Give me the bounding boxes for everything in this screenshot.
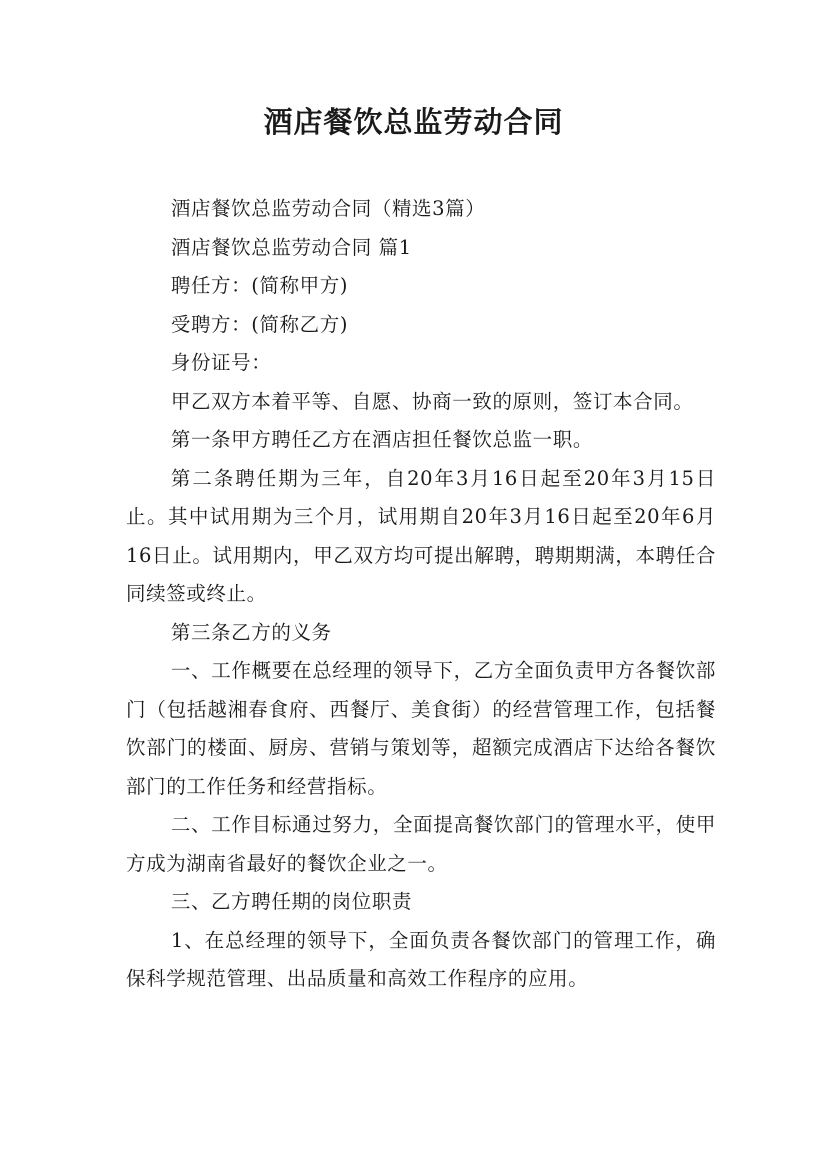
paragraph-article-3-heading: 第三条乙方的义务 — [170, 620, 332, 644]
paragraph-id-number: 身份证号： — [170, 351, 272, 374]
paragraph-principle: 甲乙双方本着平等、自愿、协商一致的原则，签订本合同。 — [170, 389, 694, 413]
document-body — [126, 190, 716, 999]
paragraph-section-heading: 酒店餐饮总监劳动合同 篇1 — [170, 235, 412, 259]
paragraph-subtitle: 酒店餐饮总监劳动合同（精选3篇） — [170, 197, 486, 220]
document-title: 酒店餐饮总监劳动合同 — [263, 105, 564, 139]
paragraph-article-1: 第一条甲方聘任乙方在酒店担任餐饮总监一职。 — [170, 428, 593, 451]
paragraph-work-goal: 二、工作目标通过努力，全面提高餐饮部门的管理水平，使甲方成为湖南省最好的餐饮企业之一。 — [126, 813, 716, 875]
paragraph-employer: 聘任方：(简称甲方) — [170, 274, 349, 297]
paragraph-duty-1: 1、在总经理的领导下，全面负责各餐饮部门的管理工作，确保科学规范管理、出品质量和高效工作程序的应用。 — [126, 928, 716, 990]
paragraph-work-overview: 一、工作概要在总经理的领导下，乙方全面负责甲方各餐饮部门（包括越湘春食府、西餐厅、美食街）的经营管理工作，包括餐饮部门的楼面、厨房、营销与策划等，超额完成酒店下达给各餐饮部门的工作任务和经营指标。 — [126, 659, 716, 798]
paragraph-article-2: 第二条聘任期为三年，自20年3月16日起至20年3月15日止。其中试用期为三个月，试用期自20年3月16日起至20年6月16日止。试用期内，甲乙双方均可提出解聘，聘期期满，本聘任合同续签或终止。 — [126, 466, 716, 605]
paragraph-duties-heading: 三、乙方聘任期的岗位职责 — [170, 890, 413, 913]
paragraph-employee: 受聘方：(简称乙方) — [170, 312, 349, 336]
